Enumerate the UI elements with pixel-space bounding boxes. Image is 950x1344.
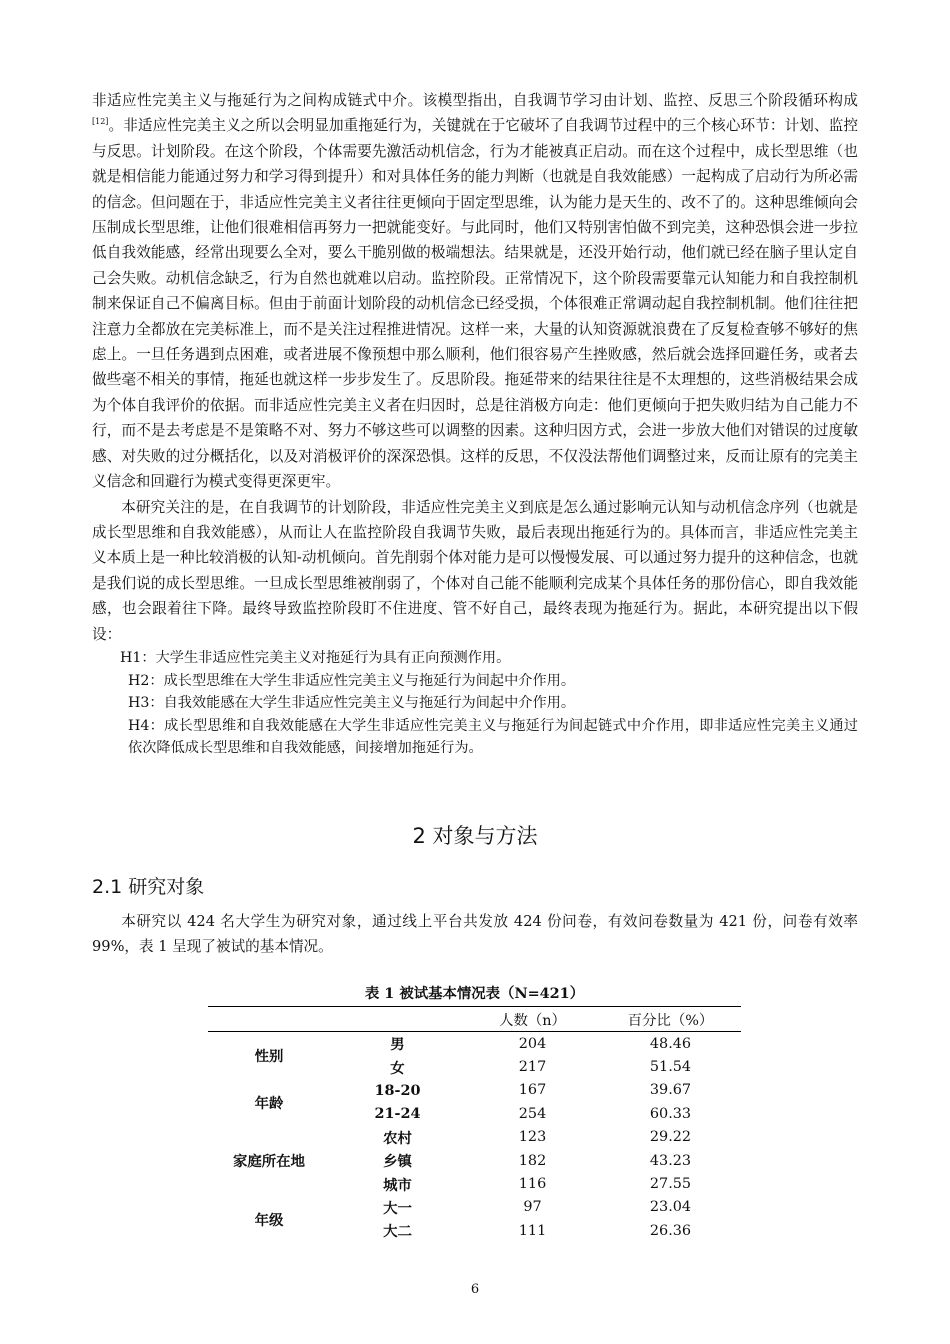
table-row — [208, 1079, 741, 1102]
percent-cell: 60.33 — [649, 1105, 692, 1122]
hypothesis-1: H1：大学生非适应性完美主义对拖延行为具有正向预测作用。 — [120, 649, 511, 666]
category-cell: 男 — [390, 1036, 405, 1054]
subsection-heading: 2.1 研究对象 — [92, 876, 205, 898]
paragraph-1 — [92, 88, 858, 495]
paragraph-1-rest: 。非适应性完美主义之所以会明显加重拖延行为，关键就在于它破坏了自我调节过程中的三个核心环节：计划、监控与反思。计划阶段。在这个阶段，个体需要先激活动机信念，行为才能被真正启动。而在这个过程中，成长型思维（也就是相信能力能通过努力和学习得到提升）和对具体任务的能力判断（也就是自我效能感）一起构成了启动行为所必需的信念。但问题在于，非适应性完美主义者往往更倾向于固定型思维，认为能力是天生的、改不了的。这种思维倾向会压制成长型思维，让他们很难相信再努力一把就能变好。与此同时，他们又特别害怕做不到完美，这种恐惧会进一步拉低自我效能感，经常出现要么全对，要么干脆别做的极端想法。结果就是，还没开始行动，他们就已经在脑子里认定自己会失败。动机信念缺乏，行为自然也就难以启动。监控阶段。正常情况下，这个阶段需要靠元认知能力和自我控制机制来保证自己不偏离目标。但由于前面计划阶段的动机信念已经受损，个体很难正常调动起自我控制机制。他们往往把注意力全都放在完美标准上，而不是关注过程推进情况。这样一来，大量的认知资源就浪费在了反复检查够不够好的焦虑上。一旦任务遇到点困难，或者进展不像预想中那么顺利，他们很容易产生挫败感，然后就会选择回避任务，或者去做些毫不相关的事情，拖延也就这样一步步发生了。反思阶段。拖延带来的结果往往是不太理想的，这些消极结果会成为个体自我评价的依据。而非适应性完美主义者在归因时，总是往消极方向走：他们更倾向于把失败归结为自己能力不行，而不是去考虑是不是策略不对、努力不够这些可以调整的因素。这种归因方式，会进一步放大他们对错误的过度敏感、对失败的过分概括化，以及对消极评价的深深恐惧。这样的反思，不仅没法帮他们调整过来，反而让原有的完美主义信念和回避行为模式变得更深更牢。 — [92, 117, 858, 491]
table-header-cell: 百分比（%） — [600, 1007, 741, 1032]
category-cell: 大一 — [383, 1199, 412, 1217]
table-header-cell: 人数（n） — [465, 1007, 600, 1032]
table-row — [208, 1196, 741, 1219]
group-label: 性别 — [254, 1047, 284, 1065]
citation: [12] — [92, 117, 109, 127]
category-cell: 女 — [390, 1059, 405, 1077]
category-cell: 乡镇 — [383, 1153, 412, 1171]
category-cell: 农村 — [383, 1129, 412, 1147]
count-cell: 182 — [518, 1152, 547, 1169]
hypothesis-3: H3：自我效能感在大学生非适应性完美主义与拖延行为间起中介作用。 — [128, 695, 576, 712]
table-header-cell — [330, 1007, 465, 1032]
group-label: 家庭所在地 — [233, 1153, 305, 1171]
group-label: 年级 — [254, 1211, 284, 1229]
table-header-row — [208, 1007, 741, 1032]
table-caption: 表 1 被试基本情况表（N=421） — [364, 985, 585, 1002]
hypothesis-2: H2：成长型思维在大学生非适应性完美主义与拖延行为间起中介作用。 — [128, 672, 576, 689]
table-row — [208, 1126, 741, 1149]
count-cell: 111 — [518, 1222, 547, 1239]
percent-cell: 27.55 — [649, 1176, 692, 1193]
count-cell: 123 — [518, 1129, 547, 1146]
percent-cell: 43.23 — [649, 1152, 692, 1169]
percent-cell: 51.54 — [649, 1059, 692, 1076]
intro-paragraph: 本研究以 424 名大学生为研究对象，通过线上平台共发放 424 份问卷，有效问卷数量为 421 份，问卷有效率 99%，表 1 呈现了被试的基本情况。 — [92, 913, 858, 956]
count-cell: 217 — [518, 1059, 547, 1076]
table-row — [208, 1032, 741, 1056]
percent-cell: 39.67 — [649, 1082, 692, 1099]
percent-cell: 48.46 — [649, 1035, 692, 1052]
body-text — [92, 88, 858, 760]
count-cell: 167 — [518, 1082, 547, 1099]
page-number: 6 — [470, 1282, 480, 1297]
count-cell: 97 — [523, 1199, 542, 1216]
category-cell: 18-20 — [374, 1081, 421, 1099]
count-cell: 204 — [518, 1035, 547, 1052]
count-cell: 116 — [518, 1176, 547, 1193]
category-cell: 城市 — [383, 1176, 412, 1194]
paragraph-1-text: 非适应性完美主义与拖延行为之间构成链式中介。该模型指出，自我调节学习由计划、监控、反思三个阶段循环构成 — [92, 92, 858, 109]
hypothesis-4: H4：成长型思维和自我效能感在大学生非适应性完美主义与拖延行为间起链式中介作用，即非适应性完美主义通过依次降低成长型思维和自我效能感，间接增加拖延行为。 — [128, 717, 858, 757]
percent-cell: 29.22 — [649, 1129, 692, 1146]
paragraph-2: 本研究关注的是，在自我调节的计划阶段，非适应性完美主义到底是怎么通过影响元认知与动机信念序列（也就是成长型思维和自我效能感），从而让人在监控阶段自我调节失败，最后表现出拖延行为的。具体而言，非适应性完美主义本质上是一种比较消极的认知-动机倾向。首先削弱个体对能力是可以慢慢发展、可以通过努力提升的这种信念，也就是我们说的成长型思维。一旦成长型思维被削弱了，个体对自己能不能顺利完成某个具体任务的那份信心，即自我效能感，也会跟着往下降。最终导致监控阶段盯不住进度、管不好自己，最终表现为拖延行为。据此，本研究提出以下假设： — [92, 498, 858, 643]
participants-table — [208, 1006, 741, 1243]
section-heading: 2 对象与方法 — [412, 824, 538, 848]
category-cell: 大二 — [383, 1223, 412, 1241]
percent-cell: 26.36 — [649, 1222, 692, 1239]
category-cell: 21-24 — [374, 1105, 421, 1123]
group-label: 年龄 — [254, 1094, 284, 1112]
count-cell: 254 — [518, 1105, 547, 1122]
intro-text — [92, 909, 858, 960]
table-header-cell — [208, 1007, 330, 1032]
percent-cell: 23.04 — [649, 1199, 692, 1216]
